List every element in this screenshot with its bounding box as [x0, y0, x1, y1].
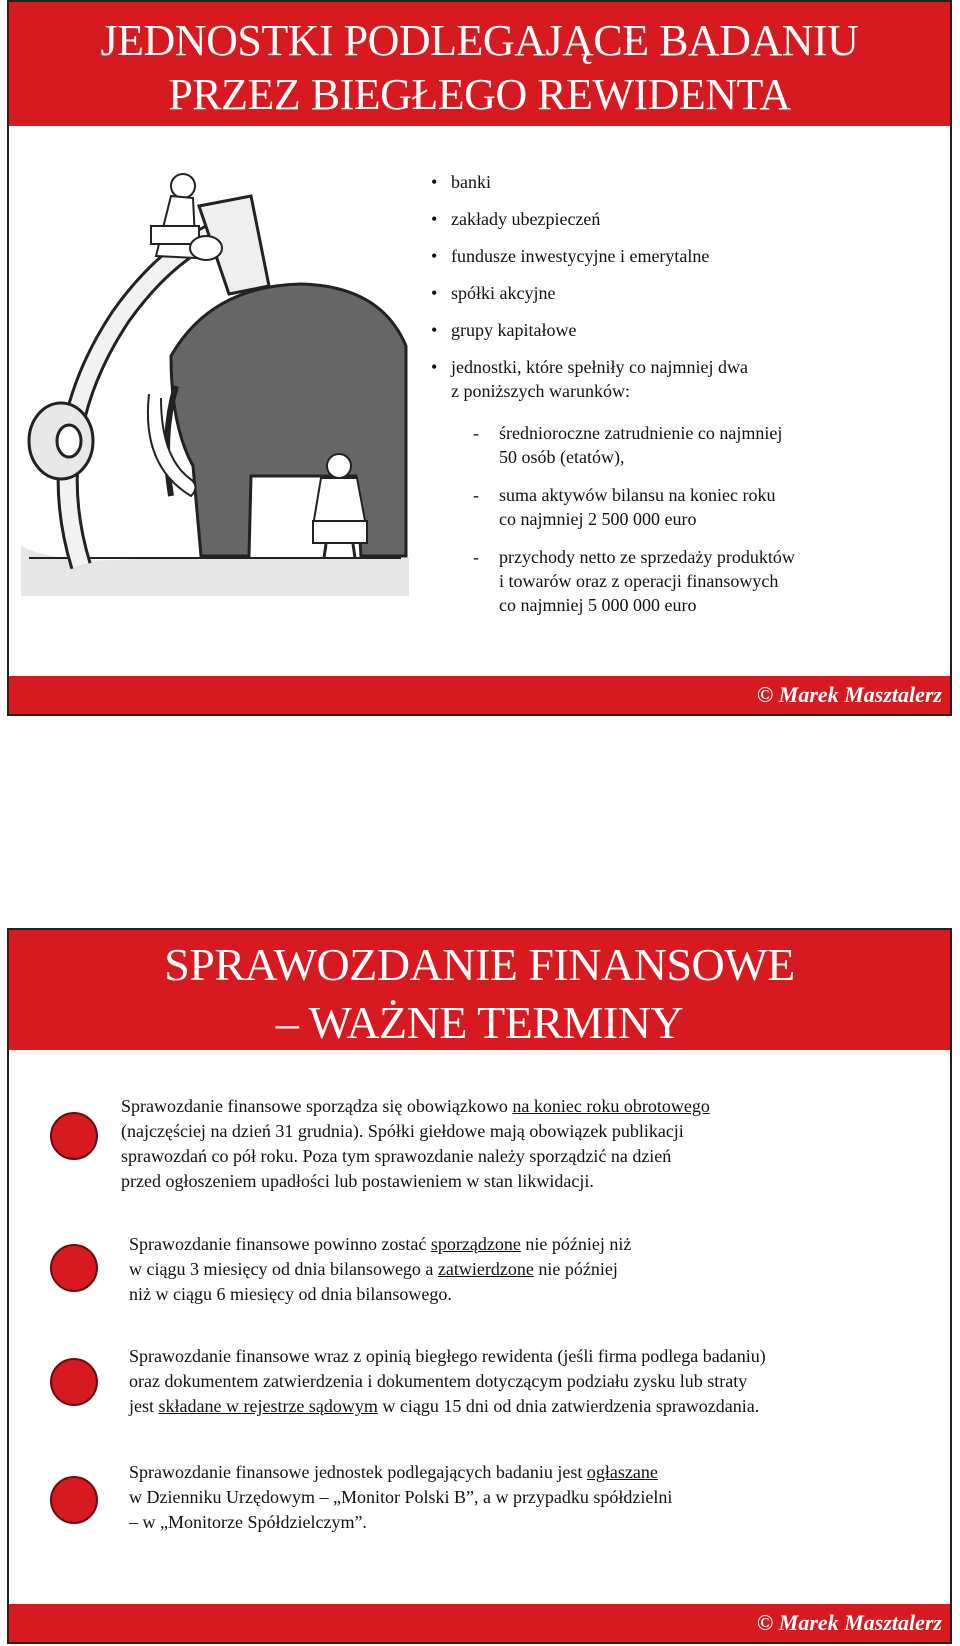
red-circle-bullet	[50, 1244, 98, 1292]
red-circle-bullet	[50, 1112, 98, 1160]
slide2-title-bar	[9, 930, 950, 1050]
text-span: Sprawozdanie finansowe wraz z opinią biegłego rewidenta (jeśli firma podlega badaniu)	[129, 1346, 766, 1366]
text-span: oraz dokumentem zatwierdzenia i dokumentem dotyczącym podziału zysku lub straty	[129, 1371, 748, 1391]
slide1-title-line2: PRZEZ BIEGŁEGO REWIDENTA	[168, 70, 791, 119]
text-span: Sprawozdanie finansowe powinno zostać	[129, 1234, 431, 1254]
condition-item	[451, 483, 949, 531]
condition-item	[451, 545, 949, 617]
conditions-intro-line2: z poniższych warunków:	[451, 381, 630, 401]
slide-audited-entities	[7, 0, 952, 716]
audited-entities-list	[429, 170, 949, 631]
condition-text: 50 osób (etatów),	[499, 447, 625, 467]
deadline-text	[121, 1094, 710, 1194]
red-circle-bullet	[50, 1358, 98, 1406]
deadline-text	[129, 1344, 766, 1419]
slide1-footer-copyright: © Marek Masztalerz	[9, 676, 950, 714]
text-span: (najczęściej na dzień 31 grudnia). Spółki giełdowe mają obowiązek publikacji	[121, 1121, 684, 1141]
list-item: • spółki akcyjne	[429, 281, 949, 305]
condition-text: co najmniej 5 000 000 euro	[499, 595, 697, 615]
condition-item	[451, 421, 949, 469]
condition-text: przychody netto ze sprzedaży produktów	[499, 547, 795, 567]
text-span: Sprawozdanie finansowe sporządza się obowiązkowo	[121, 1096, 513, 1116]
text-span: Sprawozdanie finansowe jednostek podlegających badaniu jest	[129, 1462, 587, 1482]
underlined-term: zatwierdzone	[437, 1259, 534, 1279]
slide-financial-statement-deadlines	[7, 928, 952, 1644]
condition-text: suma aktywów bilansu na koniec roku	[499, 485, 776, 505]
underlined-term: na koniec roku obrotowego	[512, 1096, 710, 1116]
list-item: • grupy kapitałowe	[429, 318, 949, 342]
conditions-intro-line1: jednostki, które spełniły co najmniej dwa	[451, 357, 748, 377]
text-span: niż w ciągu 6 miesięcy od dnia bilansowego.	[129, 1284, 452, 1304]
conditions-list	[451, 421, 949, 617]
slide2-title-line2: – WAŻNE TERMINY	[275, 997, 684, 1048]
deadline-text	[129, 1460, 672, 1535]
text-span: w Dzienniku Urzędowym – „Monitor Polski B”, a w przypadku spółdzielni	[129, 1487, 673, 1507]
red-circle-bullet	[50, 1476, 98, 1524]
list-item: • banki	[429, 170, 949, 194]
condition-text: i towarów oraz z operacji finansowych	[499, 571, 779, 591]
slide1-title-bar	[9, 2, 950, 126]
text-span: przed ogłoszeniem upadłości lub postawieniem w stan likwidacji.	[121, 1171, 594, 1191]
slide1-title-line1: JEDNOSTKI PODLEGAJĄCE BADANIU	[100, 16, 859, 65]
text-span: – w „Monitorze Spółdzielczym”.	[129, 1512, 367, 1532]
text-span: sprawozdań co pół roku. Poza tym sprawozdanie należy sporządzić na dzień	[121, 1146, 672, 1166]
list-item: • fundusze inwestycyjne i emerytalne	[429, 244, 949, 268]
slide2-title-line1: SPRAWOZDANIE FINANSOWE	[164, 939, 795, 990]
list-item: • zakłady ubezpieczeń	[429, 207, 949, 231]
list-item-conditions	[429, 355, 949, 617]
condition-text: co najmniej 2 500 000 euro	[499, 509, 697, 529]
text-span: jest	[129, 1396, 159, 1416]
underlined-term: sporządzone	[430, 1234, 521, 1254]
text-span: w ciągu 3 miesięcy od dnia bilansowego a	[129, 1259, 438, 1279]
slide2-footer-copyright: © Marek Masztalerz	[9, 1604, 950, 1642]
condition-text: średnioroczne zatrudnienie co najmniej	[499, 423, 783, 443]
deadline-text	[129, 1232, 631, 1307]
underlined-term: składane w rejestrze sądowym	[158, 1396, 378, 1416]
text-span: nie później	[533, 1259, 618, 1279]
underlined-term: ogłaszane	[586, 1462, 658, 1482]
cartoon-mammoth-illustration	[21, 166, 409, 628]
text-span: w ciągu 15 dni od dnia zatwierdzenia sprawozdania.	[377, 1396, 760, 1416]
text-span: nie później niż	[520, 1234, 632, 1254]
